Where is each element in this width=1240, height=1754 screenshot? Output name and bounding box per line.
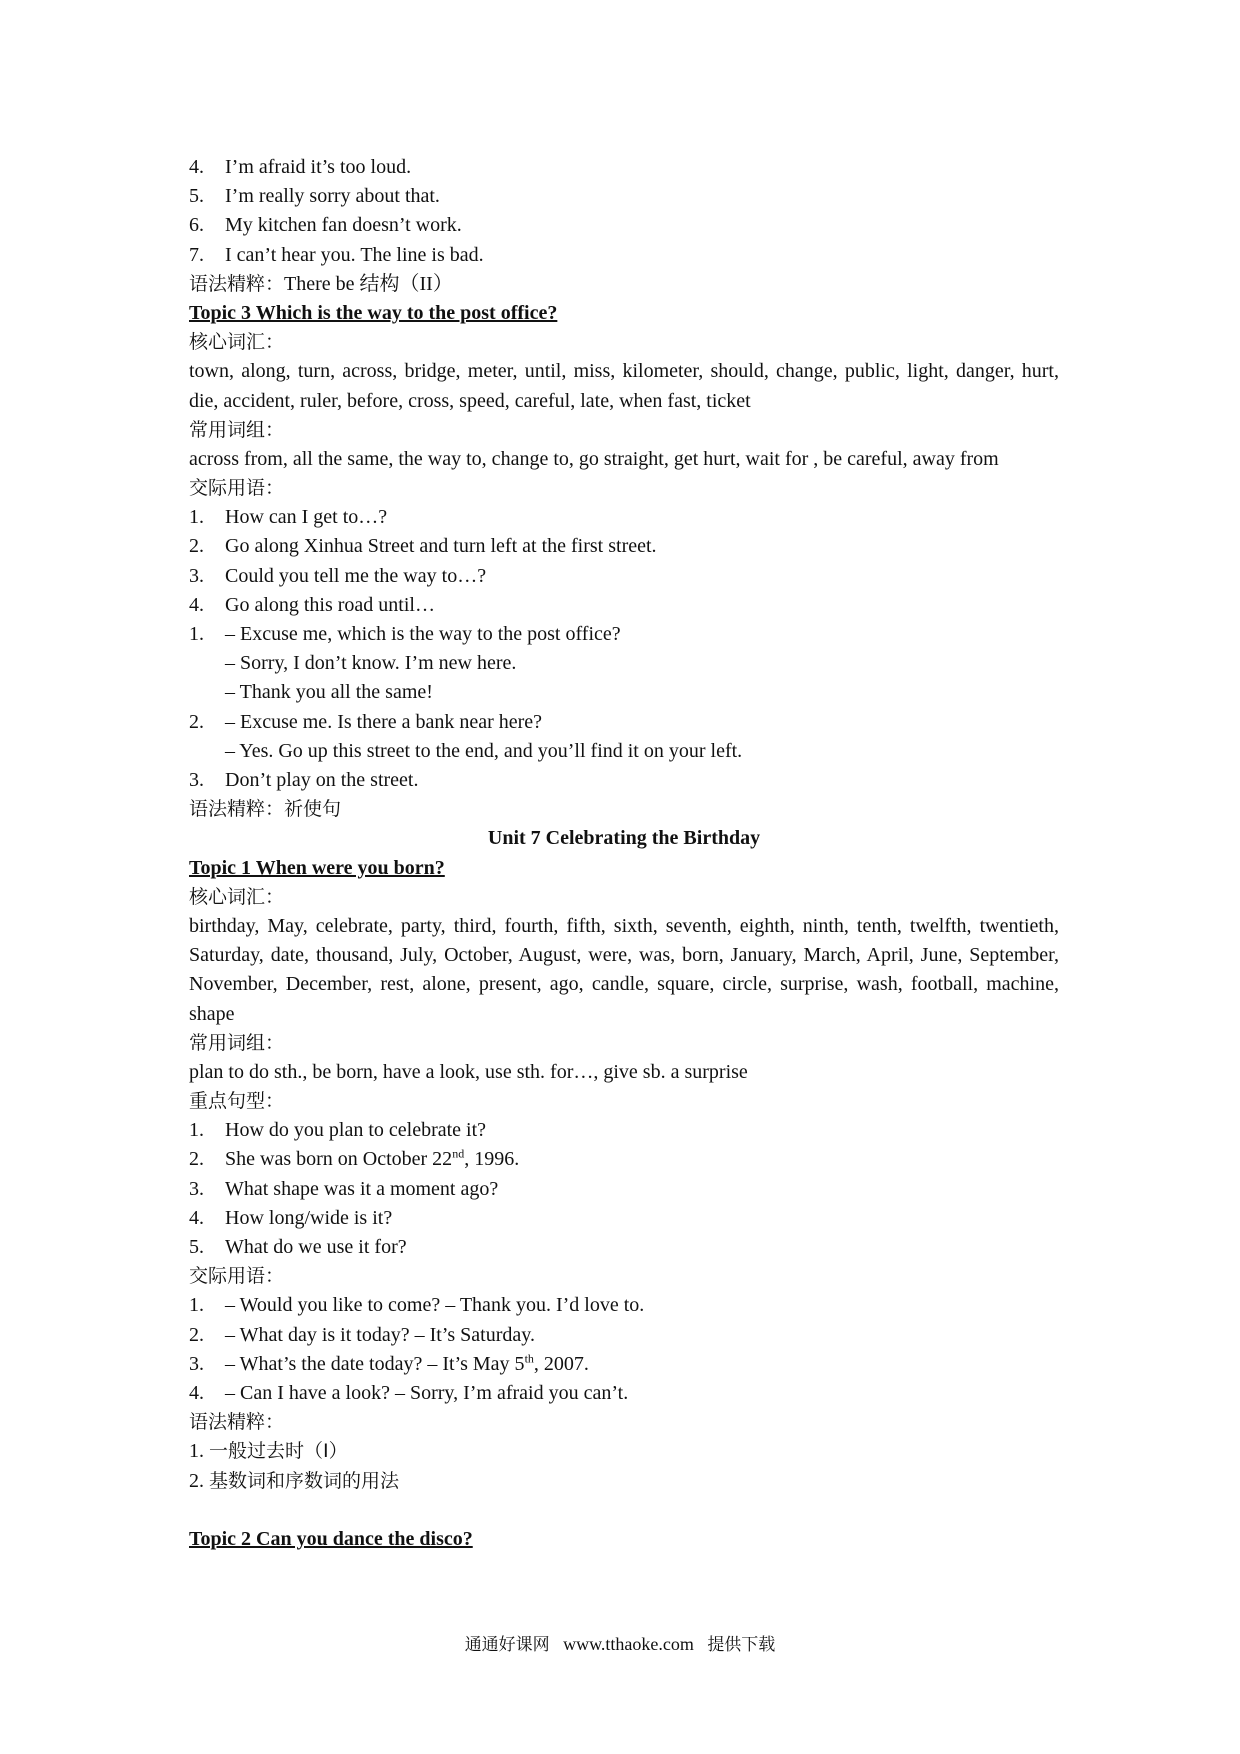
vocab-text: town, along, turn, across, bridge, meter, until, miss, kilometer, should, change, public, light, danger, hurt, die, accident, ruler, before, cross, speed, careful, late, when fast, ticket (189, 360, 1059, 412)
grammar-line: 语法精粹：祈使句 (189, 798, 342, 821)
list-item: 5. What do we use it for? (189, 1236, 407, 1259)
list-item: 4. How long/wide is it? (189, 1206, 393, 1229)
comm-label: 交际用语： (189, 1265, 285, 1288)
vocab-label: 核心词汇： (189, 885, 285, 908)
list-item: 4. Go along this road until… (189, 593, 435, 616)
vocab-label: 核心词汇： (189, 331, 285, 354)
list-item: 1. – Would you like to come? – Thank you. I’d love to. (189, 1294, 645, 1317)
patterns-label: 重点句型： (189, 1090, 285, 1113)
unit-7-heading: Unit 7 Celebrating the Birthday (487, 827, 761, 850)
comm-label: 交际用语： (189, 477, 285, 500)
list-item: 5. I’m really sorry about that. (189, 185, 440, 208)
list-item: 3. Don’t play on the street. (189, 768, 419, 791)
topic-2-heading: Topic 2 Can you dance the disco? (189, 1527, 473, 1550)
list-item: 7. I can’t hear you. The line is bad. (189, 243, 484, 266)
phrases-text: across from, all the same, the way to, change to, go straight, get hurt, wait for , be careful, away from (189, 447, 999, 470)
dialog-line: – Sorry, I don’t know. I’m new here. (225, 652, 517, 675)
list-item: 3. Could you tell me the way to…? (189, 564, 487, 587)
footer-site-name: 通通好课网 (464, 1635, 550, 1655)
list-item: 3. What shape was it a moment ago? (189, 1177, 499, 1200)
list-item: 1. 一般过去时（I） (189, 1440, 348, 1463)
list-item: 6. My kitchen fan doesn’t work. (189, 214, 462, 237)
vocab-text: birthday, May, celebrate, party, third, fourth, fifth, sixth, seventh, eighth, ninth, tenth, twelfth, twentieth, Saturday, date, thousand, July, October, August, were, was, born, January, March, April, June, September, November, December, rest, alone, present, ago, candle, square, circle, surprise, wash, football, machine, shape (189, 914, 1059, 1025)
topic-1-heading: Topic 1 When were you born? (189, 856, 445, 879)
grammar-label: 语法精粹： (189, 1411, 285, 1434)
phrases-label: 常用词组： (189, 1031, 285, 1054)
list-item: 2. – What day is it today? – It’s Saturday. (189, 1323, 535, 1346)
phrases-label: 常用词组： (189, 418, 285, 441)
topic-3-heading: Topic 3 Which is the way to the post office? (189, 301, 558, 324)
list-item: 4. – Can I have a look? – Sorry, I’m afraid you can’t. (189, 1381, 629, 1404)
document-page (189, 153, 1059, 1554)
dialog-line: 2. – Excuse me. Is there a bank near here? (189, 710, 543, 733)
dialog-line: 1. – Excuse me, which is the way to the post office? (189, 623, 621, 646)
dialog-line: – Yes. Go up this street to the end, and you’ll find it on your left. (225, 739, 743, 762)
dialog-line: – Thank you all the same! (225, 681, 433, 704)
grammar-line: 语法精粹：There be 结构（II） (189, 272, 453, 295)
list-item: 4. I’m afraid it’s too loud. (189, 156, 412, 178)
footer-url: www.tthaoke.com (563, 1634, 694, 1654)
spacer (189, 1496, 1059, 1525)
page-footer (0, 1630, 1240, 1655)
list-item: 1. How can I get to…? (189, 506, 388, 529)
list-item: 2. 基数词和序数词的用法 (189, 1469, 400, 1492)
list-item: 3. – What’s the date today? – It’s May 5th, 2007. (189, 1351, 589, 1375)
footer-download-note: 提供下载 (707, 1635, 776, 1655)
list-item: 2. She was born on October 22nd, 1996. (189, 1146, 520, 1171)
list-item: 2. Go along Xinhua Street and turn left at the first street. (189, 535, 657, 558)
list-item: 1. How do you plan to celebrate it? (189, 1119, 487, 1142)
phrases-text: plan to do sth., be born, have a look, use sth. for…, give sb. a surprise (189, 1060, 748, 1083)
